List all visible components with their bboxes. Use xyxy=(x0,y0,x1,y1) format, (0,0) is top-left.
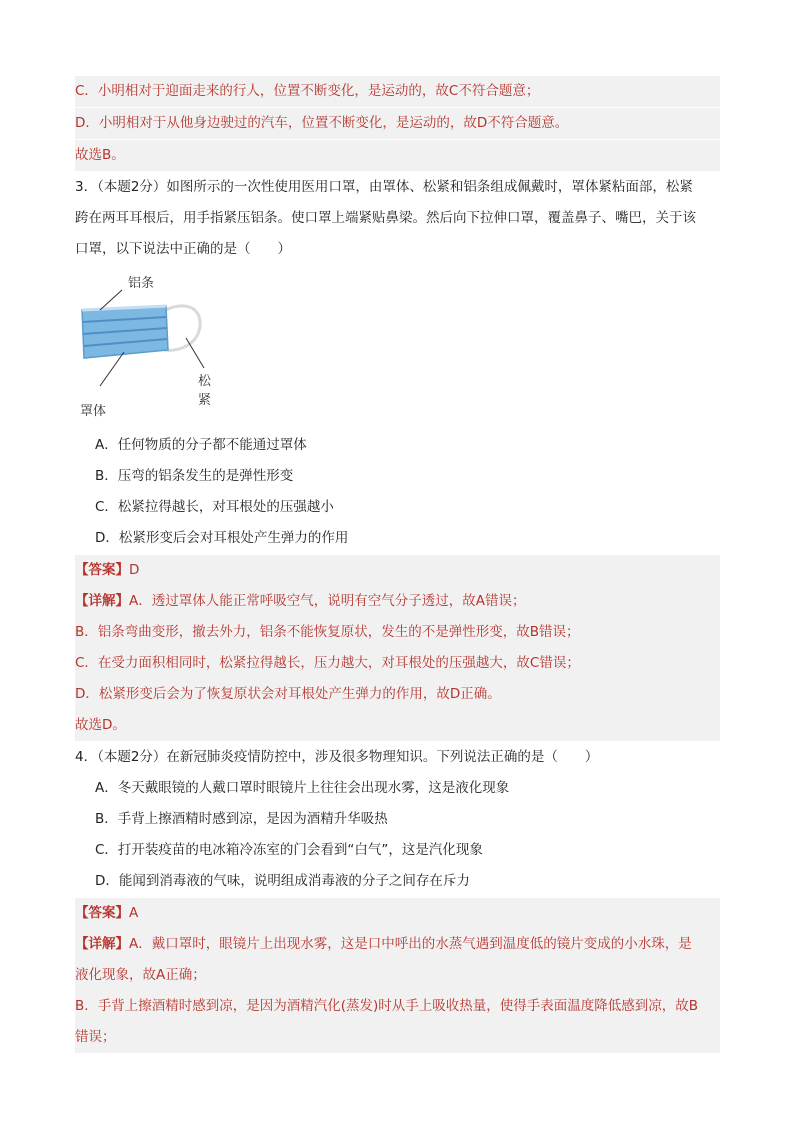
q3-stem-line2: 跨在两耳耳根后，用手指紧压铝条。使口罩上端紧贴鼻梁。然后向下拉伸口罩，覆盖鼻子、嘴巴，关于该 xyxy=(75,210,696,226)
q4-option-d: D．能闻到消毒液的气味，说明组成消毒液的分子之间存在斥力 xyxy=(95,873,470,889)
q3-conclusion: 故选D。 xyxy=(75,710,720,741)
q4-option-a: A．冬天戴眼镜的人戴口罩时眼镜片上往往会出现水雾，这是液化现象 xyxy=(95,780,510,796)
q4-option-b: B．手背上擦酒精时感到凉，是因为酒精升华吸热 xyxy=(95,811,388,827)
q4-explain-a-text: A．戴口罩时，眼镜片上出现水雾，这是口中呼出的水蒸气遇到温度低的镜片变成的小水珠，是 xyxy=(129,936,692,952)
q4-option-c: C．打开装疫苗的电冰箱冷冻室的门会看到“白气”，这是汽化现象 xyxy=(95,842,483,858)
q4-answer xyxy=(75,898,720,929)
q3-stem-line1: 3．（本题2分）如图所示的一次性使用医用口罩，由罩体、松紧和铝条组成佩戴时，罩体紧粘面部，松紧 xyxy=(75,179,693,195)
q4-explain-a-line2: 液化现象，故A正确； xyxy=(75,960,720,991)
q3-explain-d: D．松紧形变后会为了恢复原状会对耳根处产生弹力的作用，故D正确。 xyxy=(75,679,720,710)
q3-option-d: D．松紧形变后会对耳根处产生弹力的作用 xyxy=(95,530,349,546)
prev-explain-d: D．小明相对于从他身边驶过的汽车，位置不断变化，是运动的，故D不符合题意。 xyxy=(75,108,720,139)
prev-explain-c: C．小明相对于迎面走来的行人，位置不断变化，是运动的，故C不符合题意； xyxy=(75,76,720,107)
q3-explain-c: C．在受力面积相同时，松紧拉得越长，压力越大，对耳根处的压强越大，故C错误； xyxy=(75,648,720,679)
q4-explain-tag: 【详解】 xyxy=(75,936,129,952)
q3-explain-a xyxy=(75,586,720,617)
label-elastic-loop: 松紧 xyxy=(198,374,212,408)
q3-stem-line3: 口罩，以下说法中正确的是（ ） xyxy=(75,241,291,257)
q3-explain-a-text: A．透过罩体人能正常呼吸空气，说明有空气分子透过，故A错误； xyxy=(129,593,526,609)
mask-illustration xyxy=(76,270,216,420)
q4-answer-value: A xyxy=(129,905,139,921)
q3-explain-b: B．铝条弯曲变形，撤去外力，铝条不能恢复原状，发生的不是弹性形变，故B错误； xyxy=(75,617,720,648)
q3-answer-tag: 【答案】 xyxy=(75,562,129,578)
q3-option-a: A．任何物质的分子都不能通过罩体 xyxy=(95,437,307,453)
prev-conclusion: 故选B。 xyxy=(75,140,720,171)
q4-explain-a-line1 xyxy=(75,929,720,960)
mask-figure xyxy=(76,270,216,420)
q3-option-b: B．压弯的铝条发生的是弹性形变 xyxy=(95,468,294,484)
q3-answer-value: D xyxy=(129,562,140,578)
q4-stem: 4．（本题2分）在新冠肺炎疫情防控中，涉及很多物理知识。下列说法正确的是（ ） xyxy=(75,749,599,765)
q4-answer-tag: 【答案】 xyxy=(75,905,129,921)
label-aluminum-strip: 铝条 xyxy=(128,276,155,291)
q4-explain-b-line2: 错误； xyxy=(75,1022,720,1053)
q3-option-c: C．松紧拉得越长，对耳根处的压强越小 xyxy=(95,499,334,515)
q3-explain-tag: 【详解】 xyxy=(75,593,129,609)
q3-answer xyxy=(75,555,720,586)
q4-explain-b-line1: B．手背上擦酒精时感到凉，是因为酒精汽化(蒸发)时从手上吸收热量，使得手表面温度降低感到凉，故B xyxy=(75,991,720,1022)
label-mask-body: 罩体 xyxy=(80,404,107,419)
